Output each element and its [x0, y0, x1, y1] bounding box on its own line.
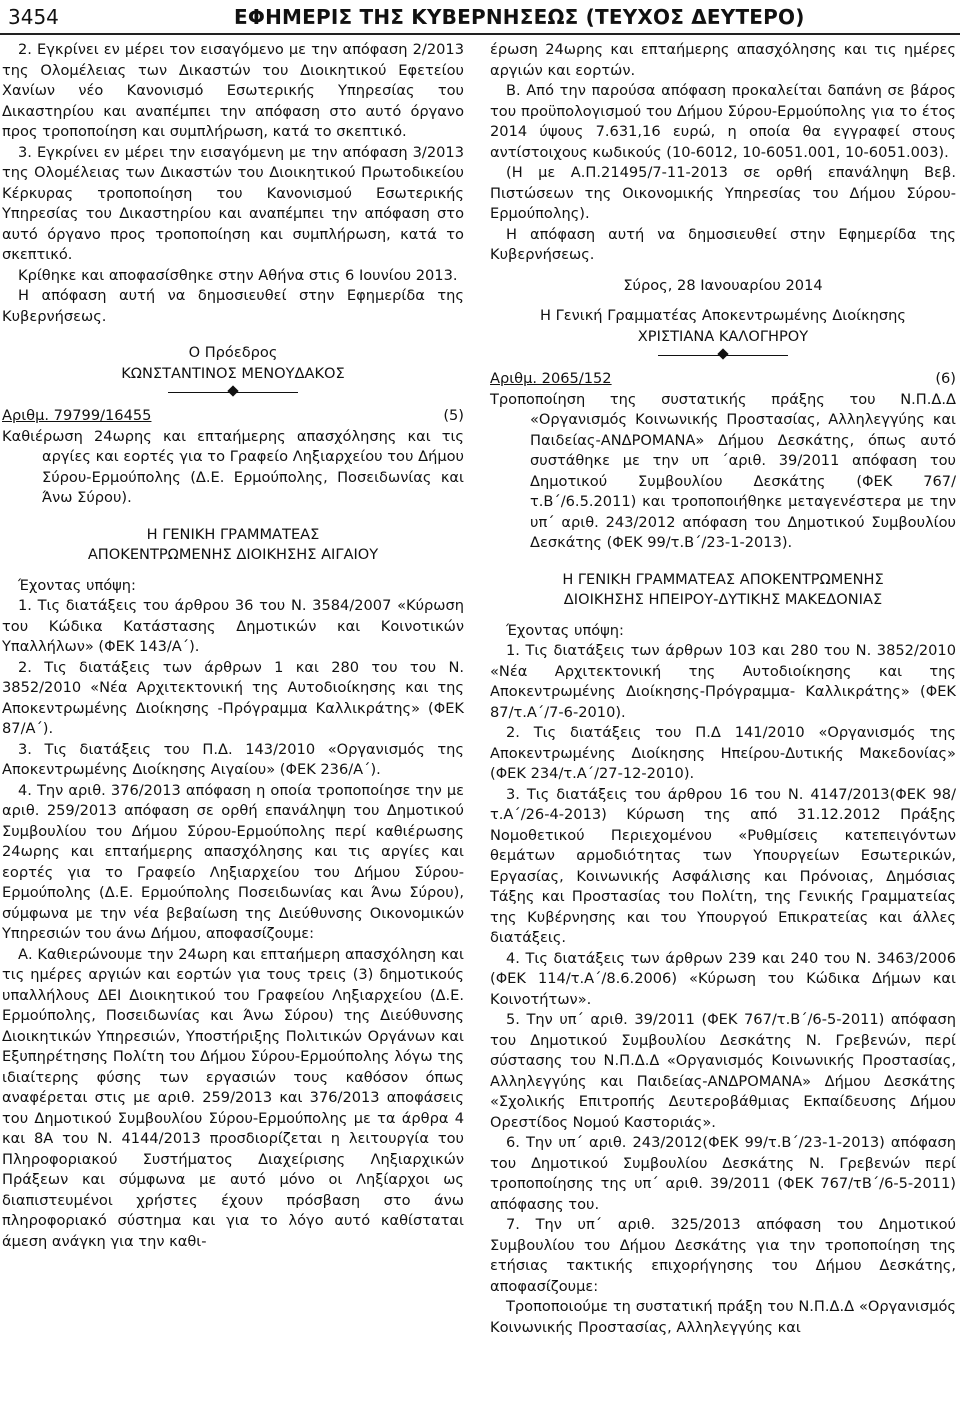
header-rule [0, 33, 960, 35]
page-number: 3454 [8, 5, 59, 29]
item-1: 1. Τις διατάξεις των άρθρων 103 και 280 του Ν. 3852/2010 «Νέα Αρχιτεκτονική της Αυτοδιοίκησης και της Αποκεντρωμένης Διοίκησης-Πρόγραμμα- Καλλικράτης» (ΦΕΚ 87/τ.Α΄/7-6-2010). [490, 642, 956, 721]
place-date: Σύρος, 28 Ιανουαρίου 2014 [623, 276, 823, 294]
authority-line-1: Η ΓΕΝΙΚΗ ΓΡΑΜΜΑΤΕΑΣ [146, 525, 320, 543]
decision-number: Αριθμ. 2065/152 [490, 370, 612, 387]
final-paragraph: Τροποποιούμε τη συστατική πράξη του Ν.Π.Δ.Δ «Οργανισμός Κοινωνικής Προστασίας, Αλληλεγγύης και [490, 1298, 956, 1336]
paragraph-b: Β. Από την παρούσα απόφαση προκαλείται δαπάνη σε βάρος του προϋπολογισμού του Δήμου Σύρου-Ερμούπολης για το έτος 2014 ύψους 7.631,16 ευρώ, η οποία θα εγγραφεί στους αντίστοιχους κωδικούς (10-6012, 10-6051.001, 10-6051.003). [490, 82, 956, 161]
continuation: έρωση 24ωρης και επταήμερης απασχόλησης και τις ημέρες αργιών και εορτών. [490, 41, 956, 79]
paragraph-3: 3. Εγκρίνει εν μέρει την εισαγόμενη με την απόφαση 3/2013 της Ολομέλειας των Δικαστών του Διοικητικού Πρωτοδικείου Κέρκυρας τροποποίηση του Κανονισμού Εσωτερικής Υπηρεσίας του Δικαστηρίου και αναπέμπει την απόφαση στο αυτό όργανο προς τροποποίηση και συμπλήρωση, κατά το σκεπτικό. [2, 143, 464, 263]
signature-name: ΚΩΝΣΤΑΝΤΙΝΟΣ ΜΕΝΟΥΔΑΚΟΣ [121, 364, 345, 382]
publish-line: Η απόφαση αυτή να δημοσιευθεί στην Εφημερίδα της Κυβερνήσεως. [2, 287, 464, 325]
authority-line-1: Η ΓΕΝΙΚΗ ΓΡΑΜΜΑΤΕΑΣ ΑΠΟΚΕΝΤΡΩΜΕΝΗΣ [562, 570, 884, 588]
separator-diamond [490, 349, 956, 363]
gazette-title: ΕΦΗΜΕΡΙΣ ΤΗΣ ΚΥΒΕΡΝΗΣΕΩΣ (ΤΕΥΧΟΣ ΔΕΥΤΕΡΟ) [234, 5, 805, 29]
item-4: 4. Την αριθ. 376/2013 απόφαση η οποία τροποποίησε την με αριθ. 259/2013 απόφαση σε ορθή επανάληψη του Δημοτικού Συμβουλίου του Δήμου Σύρου-Ερμούπολης περί καθιέρωσης 24ωρης και επταήμερης απασχόλησης και τις αργίες και εορτές για το Γραφείο Ληξιαρχείου του Δήμου Σύρου-Ερμούπολης (Δ.Ε. Ερμούπολης Ποσειδωνίας και Άνω Σύρου), σύμφωνα με την νέα βεβαίωση της Διεύθυνσης Οικονομικών Υπηρεσιών του άνω Δήμου, αποφασίζουμε: [2, 781, 464, 942]
decision-index: (6) [935, 370, 956, 387]
paragraph-a: Α. Καθιερώνουμε την 24ωρη και επταήμερη απασχόληση και τις ημέρες αργιών και εορτών για τους τρεις (3) δημοτικούς υπαλλήλους ΔΕΙ Διοικητικού του Γραφείου Ληξιαρχείου (Δ.Ε. Ερμούπολης, Ποσειδωνίας και Άνω Σύρου) της Διεύθυνσης Διοικητικών Υπηρεσιών, Υποστήριξης Πολιτικών Οργάνων και Εξυπηρέτησης Πολίτη του Δήμου Σύρου-Ερμούπολης λόγω της ιδιαίτερης φύσης των εργασιών τους καθόσον όπως αναφέρεται στις με αριθ. 259/2013 και 376/2013 αποφάσεις του Δημοτικού Συμβουλίου Σύρου-Ερμούπολης με τα άρθρα 4 και 8Α του Ν. 4144/2013 προσδιορίζεται η λειτουργία του Πληροφοριακού Συστήματος Διαχείρισης Ληξιαρχικών Πράξεων και σύμφωνα με αυτό μόνο οι Ληξίαρχοι ως διαπιστευμένοι χρήστες έχουν πρόσβαση στο άνω πληροφοριακό σύστημα και για το λόγο αυτό καθίσταται άμεση ανάγκη για την καθι- [2, 945, 464, 1250]
item-2: 2. Τις διατάξεις των άρθρων 1 και 280 του του Ν. 3852/2010 «Νέα Αρχιτεκτονική της Αυτοδιοίκησης και της Αποκεντρωμένης Διοίκησης -Πρόγραμμα Καλλικράτης» (ΦΕΚ 87/Α΄). [2, 658, 464, 737]
having-regard: Έχοντας υπόψη: [506, 621, 624, 639]
publish-line: Η απόφαση αυτή να δημοσιευθεί στην Εφημερίδα της Κυβερνήσεως. [490, 225, 956, 263]
decision-title: Τροποποίηση της συστατικής πράξης του Ν.Π.Δ.Δ «Οργανισμός Κοινωνικής Προστασίας, Αλληλεγγύης και Παιδείας-ΑΝΔΡΟΜΑΝΑ» Δήμου Δεσκάτης, όπως αυτό συστάθηκε με την υπ ΄αριθ. 39/2011 απόφαση του Δημοτικού Συμβουλίου Δεσκάτης (ΦΕΚ 767/τ.Β΄/6.5.2011) και τροποποιήθηκε μεταγενέστερα με την υπ΄ αριθ. 243/2012 απόφαση του Δημοτικού Συμβουλίου Δεσκάτης (ΦΕΚ 99/τ.Β΄/23-1-2013). [490, 390, 956, 551]
paragraph-h: (Η με Α.Π.21495/7-11-2013 σε ορθή επανάληψη Βεβ. Πιστώσεων της Οικονομικής Υπηρεσίας του Δήμου Σύρου-Ερμούπολης). [490, 164, 956, 222]
item-5: 5. Την υπ΄ αριθ. 39/2011 (ΦΕΚ 767/τ.Β΄/6-5-2011) απόφαση του Δημοτικού Συμβουλίου Δεσκάτης Ν. Γρεβενών, περί σύστασης του Ν.Π.Δ.Δ «Οργανισμός Κοινωνικής Προστασίας, Αλληλεγγύης και Παιδείας-ΑΝΔΡΟΜΑΝΑ» Δήμου Δεσκάτης «Σχολικής Επιτροπής Δευτεροβάθμιας Εκπαίδευσης Δήμου Ορεστίδος Νομού Καστοριάς». [490, 1011, 956, 1131]
signature-title: Η Γενική Γραμματέας Αποκεντρωμένης Διοίκησης [539, 307, 906, 324]
decision-number: Αριθμ. 79799/16455 [2, 407, 152, 424]
item-3: 3. Τις διατάξεις του άρθρου 16 του Ν. 4147/2013(ΦΕΚ 98/τ.Α΄/26-4-2013) Κύρωση της από 31.12.2012 Πράξης Νομοθετικού Περιεχομένου «Ρυθμίσεις κατεπειγόντων θεμάτων αρμοδιότητας των Υπουργείων Εσωτερικών, Εργασίας, Κοινωνικής Ασφάλισης και Πρόνοιας, Δημόσιας Τάξης και Προστασίας του Πολίτη, της Γενικής Γραμματείας της Κυβέρνησης και του Υπουργού Επικρατείας και άλλες διατάξεις. [490, 785, 956, 946]
decision-5-heading [2, 406, 464, 427]
signature-name: ΧΡΙΣΤΙΑΝΑ ΚΑΛΟΓΗΡΟΥ [637, 327, 809, 345]
authority-line-2: ΔΙΟΙΚΗΣΗΣ ΗΠΕΙΡΟΥ-ΔΥΤΙΚΗΣ ΜΑΚΕΔΟΝΙΑΣ [563, 591, 883, 608]
item-3: 3. Τις διατάξεις του Π.Δ. 143/2010 «Οργανισμός της Αποκεντρωμένης Διοίκησης Αιγαίου» (ΦΕΚ 236/Α΄). [2, 740, 464, 778]
item-2: 2. Τις διατάξεις του Π.Δ 141/2010 «Οργανισμός της Αποκεντρωμένης Διοίκησης Ηπείρου-Δυτικής Μακεδονίας» (ΦΕΚ 234/τ.Α΄/27-12-2010). [490, 724, 956, 782]
item-7: 7. Την υπ΄ αριθ. 325/2013 απόφαση του Δημοτικού Συμβουλίου του Δήμου Δεσκάτης για την τροποποίηση της ετήσιας τακτικής επιχορήγησης του Δήμου Δεσκάτης, αποφασίζουμε: [490, 1216, 956, 1295]
decision-title: Καθιέρωση 24ωρης και επταήμερης απασχόλησης και τις αργίες και εορτές για το Γραφείο Ληξιαρχείου του Δήμου Σύρου-Ερμούπολης (Δ.Ε. Ερμούπολης, Ποσειδωνίας και Άνω Σύρου). [2, 427, 464, 506]
separator-diamond [2, 386, 464, 400]
judged-line: Κρίθηκε και αποφασίσθηκε στην Αθήνα στις 6 Ιουνίου 2013. [18, 266, 458, 284]
decision-6-heading [490, 369, 956, 390]
right-column [490, 40, 956, 1338]
decision-index: (5) [443, 407, 464, 424]
paragraph-2: 2. Εγκρίνει εν μέρει τον εισαγόμενο με την απόφαση 2/2013 της Ολομέλειας των Δικαστών του Διοικητικού Εφετείου Χανίων νέο Κανονισμό Εσωτερικής Υπηρεσίας του Δικαστηρίου και αναπέμπει την απόφαση στο αυτό όργανο προς τροποποίηση και συμπλήρωση, κατά το σκεπτικό. [2, 41, 464, 140]
left-column [2, 40, 464, 1252]
signature-title: Ο Πρόεδρος [188, 344, 278, 361]
item-1: 1. Τις διατάξεις του άρθρου 36 του Ν. 3584/2007 «Κύρωση του Κώδικα Κατάστασης Δημοτικών και Κοινοτικών Υπαλλήλων» (ΦΕΚ 143/Α΄). [2, 597, 464, 655]
item-6: 6. Την υπ΄ αριθ. 243/2012(ΦΕΚ 99/τ.Β΄/23-1-2013) απόφαση του Δημοτικού Συμβουλίου Δεσκάτης Ν. Γρεβενών περί τροποποίησης της υπ΄ αριθ. 39/2011 (ΦΕΚ 767/τΒ΄/6-5-2011) απόφασης του. [490, 1134, 956, 1213]
authority-line-2: ΑΠΟΚΕΝΤΡΩΜΕΝΗΣ ΔΙΟΙΚΗΣΗΣ ΑΙΓΑΙΟΥ [87, 546, 379, 563]
page-header [0, 0, 960, 36]
item-4: 4. Τις διατάξεις των άρθρων 239 και 240 του Ν. 3463/2006 (ΦΕΚ 114/τ.Α΄/8.6.2006) «Κύρωση του Κώδικα Δήμων και Κοινοτήτων». [490, 949, 956, 1008]
having-regard: Έχοντας υπόψη: [18, 576, 136, 594]
